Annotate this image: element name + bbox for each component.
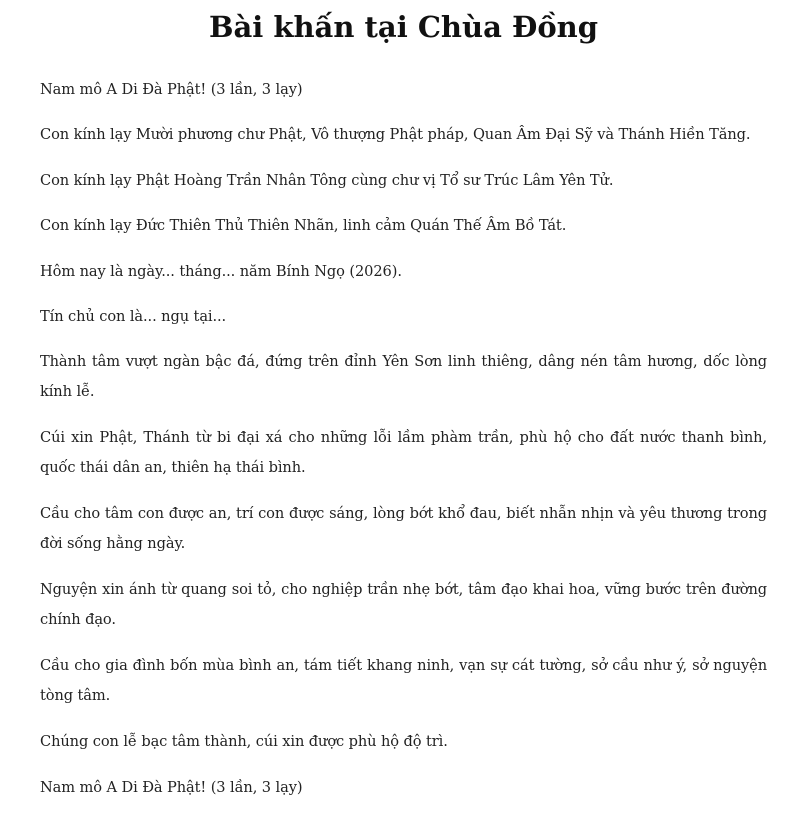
- paragraph-blessing-nation: Cúi xin Phật, Thánh từ bi đại xá cho những lỗi lầm phàm trần, phù hộ cho đất nước thanh bình, quốc thái dân an, thiên hạ thái bình.: [40, 429, 767, 477]
- paragraph-gratitude: Chúng con lễ bạc tâm thành, cúi xin được phù hộ độ trì.: [40, 733, 448, 751]
- document-title: Bài khấn tại Chùa Đồng: [208, 10, 599, 44]
- paragraph-wish-peace: Cầu cho tâm con được an, trí con được sáng, lòng bớt khổ đau, biết nhẫn nhịn và yêu thương trong đời sống hằng ngày.: [40, 505, 767, 553]
- paragraph-wish-family: Cầu cho gia đình bốn mùa bình an, tám tiết khang ninh, vạn sự cát tường, sở cầu như ý, sở nguyện tòng tâm.: [40, 657, 767, 705]
- paragraph-closing-invocation: Nam mô A Di Đà Phật! (3 lần, 3 lạy): [40, 778, 303, 796]
- paragraph-offering: Thành tâm vượt ngàn bậc đá, đứng trên đỉnh Yên Sơn linh thiêng, dâng nén tâm hương, dốc lòng kính lễ.: [40, 353, 767, 401]
- paragraph-date: Hôm nay là ngày... tháng... năm Bính Ngọ (2026).: [40, 262, 402, 280]
- paragraph-homage-tran-nhan-tong: Con kính lạy Phật Hoàng Trần Nhân Tông cùng chư vị Tổ sư Trúc Lâm Yên Tử.: [40, 171, 614, 189]
- prayer-text: [40, 75, 767, 803]
- paragraph-wish-path: Nguyện xin ánh từ quang soi tỏ, cho nghiệp trần nhẹ bớt, tâm đạo khai hoa, vững bước trên đường chính đạo.: [40, 581, 767, 629]
- paragraph-opening-invocation: Nam mô A Di Đà Phật! (3 lần, 3 lạy): [40, 81, 303, 98]
- paragraph-homage-avalokiteshvara: Con kính lạy Đức Thiên Thủ Thiên Nhãn, linh cảm Quán Thế Âm Bồ Tát.: [40, 217, 567, 235]
- paragraph-devotee: Tín chủ con là... ngụ tại...: [40, 307, 227, 325]
- paragraph-homage-buddhas: Con kính lạy Mười phương chư Phật, Vô thượng Phật pháp, Quan Âm Đại Sỹ và Thánh Hiền Tăng.: [40, 126, 751, 144]
